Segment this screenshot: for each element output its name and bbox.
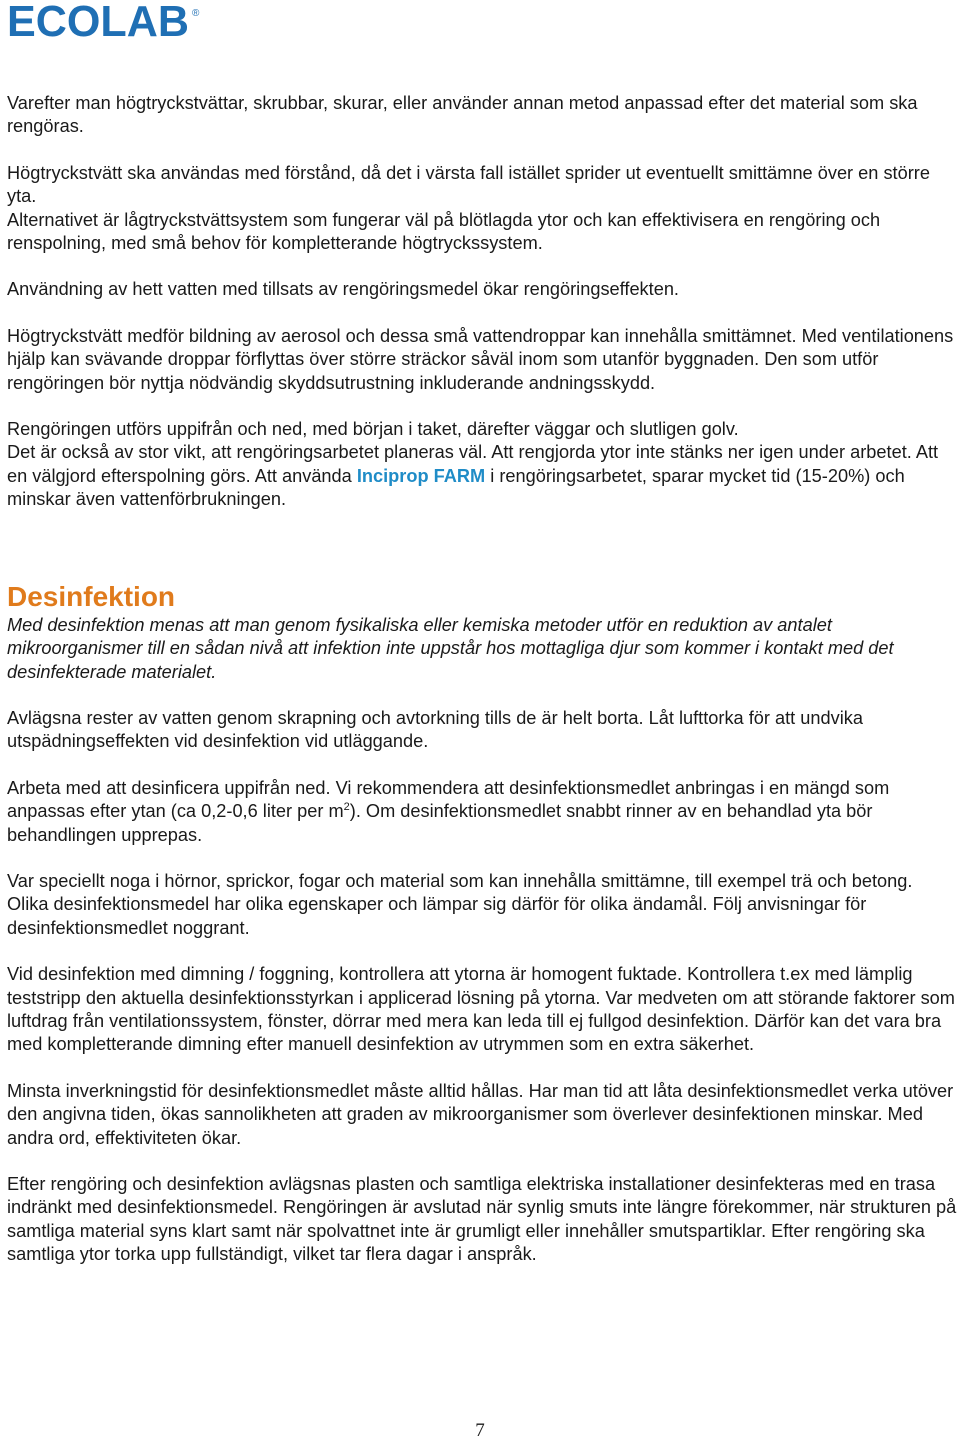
- paragraph-contact-time: Minsta inverkningstid för desinfektionsmedlet måste alltid hållas. Har man tid att låta desinfektionsmedlet verka utöver den angivna tiden, ökas sannolikheten att graden av mikroorganismer som överlever desinfektionen minskar. Med andra ord, effektiviteten ökar.: [7, 1080, 954, 1148]
- dosage-superscript: 2: [343, 801, 350, 814]
- planning-tail: i rengöringsarbetet, sparar mycket tid (15-20%) och minskar även vattenförbrukningen.: [7, 465, 905, 510]
- document-body: [7, 92, 957, 1267]
- paragraph-dosage: [7, 777, 957, 847]
- paragraph-cleaning-order: Rengöringen utförs uppifrån och ned, med början i taket, därefter väggar och slutligen golv.: [7, 419, 739, 440]
- paragraph-low-pressure-alternative: Alternativet är lågtryckstvättsystem som fungerar väl på blötlagda ytor och kan effektivisera en rengöring och renspolning, med små behov för kompletterande högtryckssystem.: [7, 209, 881, 254]
- paragraph-high-pressure-intro: Varefter man högtryckstvättar, skrubbar, skurar, eller använder annan metod anpassad efter det material som ska rengöras.: [7, 93, 918, 137]
- page-number: 7: [475, 1420, 485, 1441]
- dosage-tail: ). Om desinfektionsmedlet snabbt rinner av en behandlad yta bör behandlingen upprepas.: [7, 801, 873, 845]
- dosage-text: Arbeta med att desinficera uppifrån ned. Vi rekommendera att desinfektionsmedlet anbringas i en mängd som anpassas efter ytan (ca 0,2-0,6 liter per m: [7, 777, 890, 822]
- registered-mark: ®: [192, 8, 200, 19]
- paragraph-planning: [7, 441, 957, 511]
- section-intro: Med desinfektion menas att man genom fysikaliska eller kemiska metoder utför en reduktion av antalet mikroorganismer till en sådan nivå att infektion inte uppstår hos mottagliga djur som kommer i kontakt med det desinfekterade materialet.: [7, 614, 894, 682]
- ecolab-logo: [7, 2, 202, 40]
- paragraph-hot-water: Användning av hett vatten med tillsats av rengöringsmedel ökar rengöringseffekten.: [7, 279, 679, 300]
- paragraph-remove-water: Avlägsna rester av vatten genom skrapning och avtorkning tills de är helt borta. Låt lufttorka för att undvika utspädningseffekten vid desinfektion vid utläggande.: [7, 707, 863, 752]
- paragraph-final-cleaning: Efter rengöring och desinfektion avlägsnas plasten och samtliga elektriska installationer desinfekteras med en trasa indränkt med desinfektionsmedel. Rengöringen är avslutad när synlig smuts inte längre förekommer, när strukturen på samtliga material syns klart samt när spolvattnet inte är grumligt eller innehåller smutspartiklar. Efter rengöring ska samtliga ytor torka upp fullständigt, vilket tar flera dagar i anspråk.: [7, 1174, 957, 1265]
- paragraph-corners: Var speciellt noga i hörnor, sprickor, fogar och material som kan innehålla smittämne, till exempel trä och betong. Olika desinfektionsmedel har olika egenskaper och lämpar sig därför för olika ändamål. Följ anvisningar för desinfektionsmedlet noggrant.: [7, 870, 913, 938]
- section-heading-desinfektion: Desinfektion: [7, 580, 176, 612]
- brand-name: Inciprop FARM: [356, 465, 486, 486]
- paragraph-fogging: Vid desinfektion med dimning / foggning, kontrollera att ytorna är homogent fuktade. Kontrollera t.ex med lämplig teststripp den aktuella desinfektionsstyrkan i applicerad lösning på ytorna. Var medveten om att störande faktorer som luftdrag från ventilationssystem, fönster, dörrar med mera kan leda till ej fullgod desinfektion. Därför kan det vara bra med kompletterande dimning efter manuell desinfektion av utrymmen som en extra säkerhet.: [7, 964, 955, 1055]
- ecolab-logo-mark: [7, 2, 202, 40]
- ecolab-logo-text: ECOLAB: [7, 2, 189, 40]
- paragraph-aerosol: Högtryckstvätt medför bildning av aerosol och dessa små vattendroppar kan innehålla smittämnet. Med ventilationens hjälp kan svävande droppar förflyttas över större sträckor såväl inom som utanför byggnaden. Den som utför rengöringen bör nyttja nödvändig skyddsutrustning inkluderande andningsskydd.: [7, 325, 954, 393]
- paragraph-high-pressure-caution: Högtryckstvätt ska användas med förstånd, då det i värsta fall istället sprider ut eventuellt smittämne över en större yta.: [7, 162, 930, 207]
- planning-text: Det är också av stor vikt, att rengöringsarbetet planeras väl. Att rengjorda ytor inte stänks ner igen under arbetet. Att en välgjord efterspolning görs. Att använda: [7, 442, 939, 486]
